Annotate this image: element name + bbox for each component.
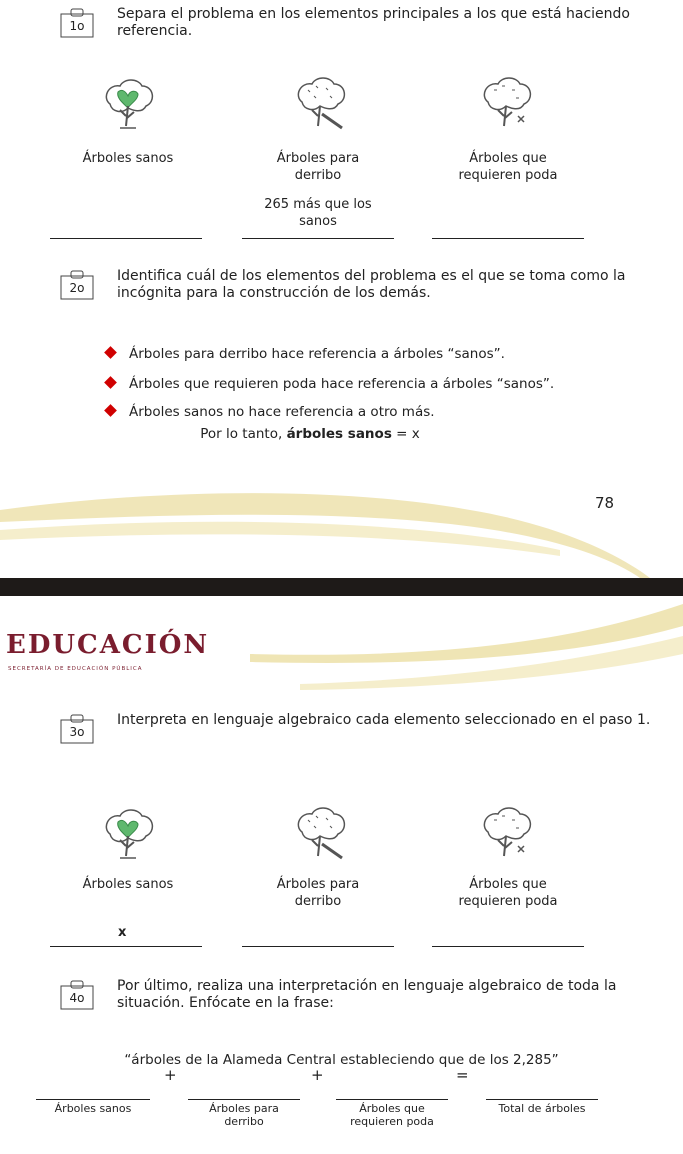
healthy-value: x — [118, 925, 127, 940]
step-2 — [60, 268, 660, 302]
diamond-bullet-icon — [104, 346, 117, 359]
tree-cut-icon — [292, 806, 348, 862]
bullet-item: Árboles para derribo hace referencia a árboles “sanos”. — [106, 346, 505, 362]
equation-label-total: Total de árboles — [498, 1102, 586, 1115]
page-divider — [0, 578, 683, 596]
step-4-badge: 4o — [60, 980, 94, 1010]
tree-prune-icon — [478, 76, 534, 132]
equation-blank-healthy[interactable] — [36, 1099, 150, 1100]
label-healthy-trees: Árboles sanos — [82, 151, 174, 166]
quoted-phrase: “árboles de la Alameda Central estableciendo que de los 2,285” — [124, 1052, 559, 1068]
equation-label-healthy: Árboles sanos — [54, 1102, 132, 1115]
plus-sign: + — [164, 1066, 177, 1084]
step-1 — [60, 6, 660, 40]
equals-sign: = — [456, 1066, 469, 1084]
diamond-bullet-icon — [104, 404, 117, 417]
note-265-more: 265 más que los sanos — [264, 197, 372, 229]
step-1-badge: 1o — [60, 8, 94, 38]
step-1-instruction: Separa el problema en los elementos principales a los que está haciendo referencia. — [117, 6, 630, 39]
equation-blank-prune[interactable] — [336, 1099, 448, 1100]
conclusion-statement: Por lo tanto, árboles sanos = x — [200, 426, 420, 442]
bullet-item: Árboles que requieren poda hace referencia a árboles “sanos”. — [106, 376, 554, 392]
label-trees-prune: Árboles que requieren poda — [458, 151, 558, 183]
step-3 — [60, 712, 660, 739]
equation-blank-cut[interactable] — [188, 1099, 300, 1100]
label-trees-cut: Árboles para derribo — [276, 877, 360, 909]
plus-sign: + — [311, 1066, 324, 1084]
label-trees-cut: Árboles para derribo — [276, 151, 360, 183]
brand-title: EDUCACIÓN — [6, 630, 210, 660]
answer-line-cut[interactable] — [242, 946, 394, 947]
tree-cut-icon — [292, 76, 348, 132]
label-trees-prune: Árboles que requieren poda — [458, 877, 558, 909]
bullet-item: Árboles sanos no hace referencia a otro más. — [106, 404, 435, 420]
step-2-instruction: Identifica cuál de los elementos del problema es el que se toma como la incógnita para la construcción de los demás. — [117, 268, 626, 301]
answer-line-healthy[interactable] — [50, 238, 202, 239]
step-3-instruction: Interpreta en lenguaje algebraico cada elemento seleccionado en el paso 1. — [117, 712, 651, 728]
step-3-badge: 3o — [60, 714, 94, 744]
answer-line-cut[interactable] — [242, 238, 394, 239]
page-number: 78 — [595, 494, 615, 512]
brand-subtitle: SECRETARÍA DE EDUCACIÓN PÚBLICA — [8, 666, 143, 672]
equation-blank-total[interactable] — [486, 1099, 598, 1100]
label-healthy-trees: Árboles sanos — [82, 877, 174, 892]
gold-swoosh-decoration — [0, 470, 683, 580]
healthy-tree-icon — [100, 76, 156, 132]
healthy-tree-icon — [100, 806, 156, 862]
answer-line-prune[interactable] — [432, 946, 584, 947]
equation-label-cut: Árboles para derribo — [209, 1102, 279, 1128]
answer-line-healthy[interactable] — [50, 946, 202, 947]
equation-label-prune: Árboles que requieren poda — [350, 1102, 434, 1128]
step-4-instruction: Por último, realiza una interpretación en lenguaje algebraico de toda la situación. Enfócate en la frase: — [117, 978, 617, 1011]
answer-line-prune[interactable] — [432, 238, 584, 239]
step-2-badge: 2o — [60, 270, 94, 300]
tree-prune-icon — [478, 806, 534, 862]
diamond-bullet-icon — [104, 376, 117, 389]
step-4 — [60, 978, 660, 1012]
